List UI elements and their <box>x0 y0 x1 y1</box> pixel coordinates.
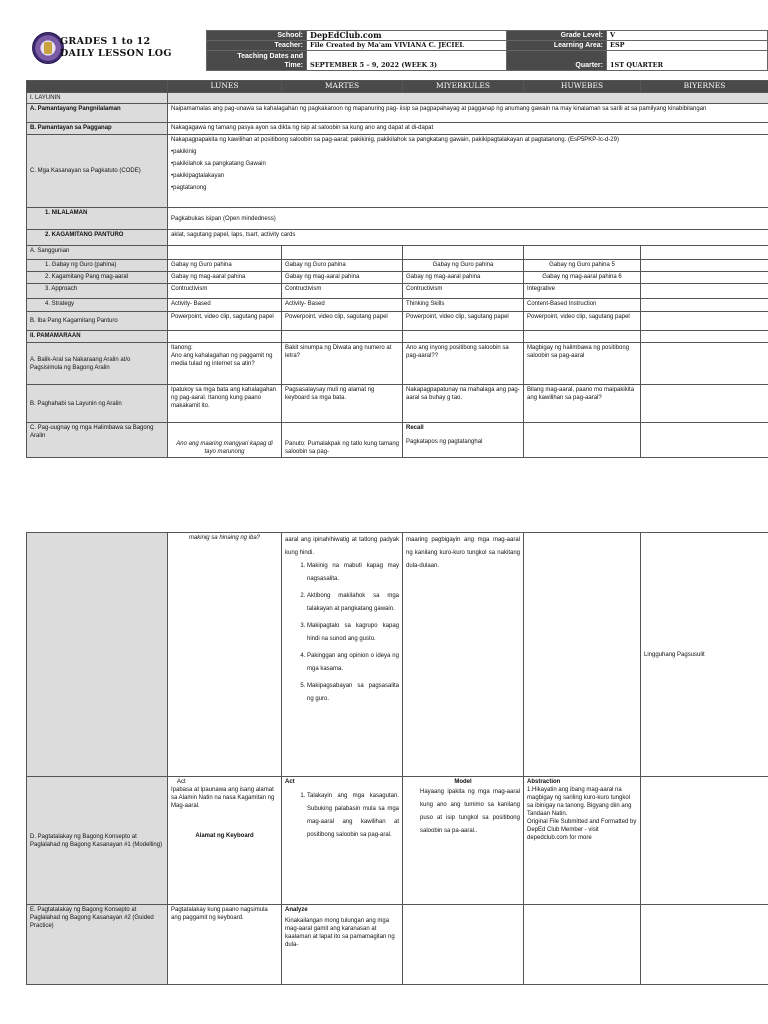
row-label-modelling: D. Pagtatalakay ng Bagong Konsepto at Paglalahad ng Bagong Kasanayan #1 (Modelling) <box>27 777 168 905</box>
cell: Gabay ng Guro pahina <box>168 260 282 272</box>
day-miyerkules: MIYERKULES <box>403 81 524 93</box>
row-label-approach: 3. Approach <box>27 284 168 299</box>
nilalaman-text: Pagkabukas isipan (Open mindedness) <box>168 208 768 230</box>
cell: Thinking Skills <box>403 299 524 312</box>
day-biyernes: BIYERNES <box>641 81 768 93</box>
bullet-item: •pakikipagtalakayan <box>171 173 225 179</box>
row-label-strategy: 4. Strategy <box>27 299 168 312</box>
cell: Gabay ng mag-aaral pahina 6 <box>524 272 641 284</box>
cell: Gabay ng Guro pahina <box>403 260 524 272</box>
header-info-grid <box>206 30 768 71</box>
credit-text: Original File Submitted and Formatted by DepEd Club Member - visit depedclub.com for more <box>527 819 637 841</box>
row-label-paghahabi: B. Paghahabi sa Layunin ng Aralin <box>27 385 168 423</box>
kagamitang-panturo-text: aklat, sagutang papel, laps, tsart, activity cards <box>168 230 768 246</box>
day-huwebes: HUWEBES <box>524 81 641 93</box>
cell: Activity- Based <box>168 299 282 312</box>
grade-value: V <box>607 31 768 41</box>
bullet-item: •pakikinig <box>171 149 197 155</box>
cell <box>282 331 403 343</box>
analyze-text: Kinakailangan mong tulungan ang mga mag-aaral gamit ang karanasan at kaalaman at lapat ito sa pamamagitan ng dula- <box>285 918 395 948</box>
row-label-balik-aral: A. Balik-Aral sa Nakaraang Aralin at/o Pagsisimula ng Bagong Aralin <box>27 343 168 385</box>
row-label-pag-uugnay-cont <box>27 533 168 777</box>
area-value: ESP <box>607 41 768 51</box>
row-label-gabay-guro: 1. Gabay ng Guro (pahina) <box>27 260 168 272</box>
lesson-log-page-2 <box>0 530 768 1024</box>
cell: Activity- Based <box>282 299 403 312</box>
row-label-sanggunian: A. Sanggunian <box>27 246 168 260</box>
cell <box>641 777 768 905</box>
cell: Contructivism <box>403 284 524 299</box>
cell: Ano ang maaring mangyari kapag di tayo marunong <box>168 423 282 458</box>
cell <box>641 423 768 458</box>
cell: Gabay ng Guro pahina <box>282 260 403 272</box>
school-label: School: <box>207 31 307 41</box>
cell: Ipatukoy sa mga bata ang kahalagahan ng pag-aaral. Itanong kung paano makakamit ito. <box>168 385 282 423</box>
cell <box>403 423 524 458</box>
cell <box>641 284 768 299</box>
row-label-kagamitang-panturo: 2. KAGAMITANG PANTURO <box>27 230 168 246</box>
cell: Pagsasalaysay muli ng alamat ng keyboard sa mga bata. <box>282 385 403 423</box>
row-label-nilalaman: 1. NILALAMAN <box>27 208 168 230</box>
alamat-title: Alamat ng Keyboard <box>195 833 254 839</box>
teacher-label: Teacher: <box>207 41 307 51</box>
cell: Powerpoint, video clip, sagutang papel <box>282 312 403 331</box>
quarter-value: 1ST QUARTER <box>607 51 768 71</box>
bullet-item: •pagtatanong <box>171 185 207 191</box>
list-item: 1. Makinig na mabuti kapag may nagsasalita. <box>307 560 399 586</box>
section-layunin: I. LAYUNIN <box>27 93 168 104</box>
cell: Powerpoint, video clip, sagutang papel <box>403 312 524 331</box>
cell <box>641 331 768 343</box>
brand-line-2: DAILY LESSON LOG <box>60 48 172 59</box>
cell: Itanong: Ano ang kahalagahan ng paggamit ng media tulad ng internet sa atin? <box>168 343 282 385</box>
cell: Gabay ng mag-aaral pahina <box>403 272 524 284</box>
cell: Gabay ng mag-aaral pahina <box>168 272 282 284</box>
row-label-guided-practice: E. Pagtatalakay ng Bagong Konsepto at Paglalahad ng Bagong Kasanayan #2 (Guided Practice) <box>27 905 168 985</box>
recall-text: Pagkatapos ng pagtatanghal <box>406 439 483 445</box>
bullet-item: •pakikilahok sa pangkatang Gawain <box>171 161 266 167</box>
cell <box>641 260 768 272</box>
act-text: Ipabasa at ipaunawa ang isang alamat sa Alamin Natin na nasa Kagamitan ng Mag-aaral. <box>171 787 275 809</box>
cell <box>282 905 403 985</box>
cell <box>403 246 524 260</box>
cell: Magbigay ng halimbawa ng positibong saloobin sa pag-aaral <box>524 343 641 385</box>
cell: Contructivism <box>168 284 282 299</box>
cell: Integrative <box>524 284 641 299</box>
cell <box>282 246 403 260</box>
model-title: Model <box>454 779 472 785</box>
cell: Powerpoint, video clip, sagutang papel <box>168 312 282 331</box>
list-item: 3. Makipagtalo sa kagrupo kapag hindi na sunod ang gusto. <box>307 620 399 646</box>
lingguhang-pagsusulit-cell: Lingguhang Pagsusulit <box>641 533 768 777</box>
martes-d-list <box>307 790 399 842</box>
section-pamamaraan: II. PAMAMARAAN <box>27 331 168 343</box>
cell <box>641 343 768 385</box>
cell: Bakit sinumpa ng Diwata ang numero at letra? <box>282 343 403 385</box>
kasanayan-text: Nakapagpapakita ng kawilihan at positibong saloobin sa pag-aaral; pakikinig, pakikilahok sa pangkatang gawain, pakikipagtalakayan at pagtatanong. (EsP5PKP-Ic-d-29) <box>171 137 619 143</box>
cell: Gabay ng mag-aaral pahina <box>282 272 403 284</box>
cell <box>641 905 768 985</box>
cell: Panuto: Pumalakpak ng tatlo kung tamang saloobin sa pag- <box>282 423 403 458</box>
cell <box>168 246 282 260</box>
pamantayan-pagganap-text: Nakagagawa ng tamang pasya ayon sa dikta ng isip at saloobin sa kung ano ang dapat at di-dapat <box>168 123 768 135</box>
cell <box>524 533 641 777</box>
act-title: Act <box>285 779 295 785</box>
cell <box>641 246 768 260</box>
kasanayan-cell <box>168 135 768 208</box>
lesson-log-page-1 <box>0 0 768 480</box>
dates-label-line-1: Teaching Dates and <box>237 52 303 60</box>
dates-label <box>207 51 307 71</box>
row-label-pag-uugnay: C. Pag-uugnay ng mga Halimbawa sa Bagong Aralin <box>27 423 168 458</box>
cell: Nakapagpapatunay na mahalaga ang pag-aaral sa buhay g tao. <box>403 385 524 423</box>
act-title: Act <box>177 779 186 785</box>
abstraction-text: 1.Hikayatin ang ibang mag-aaral na magbigay ng sariling kuro-kuro tungkol sa ibinigay na tanong. Bigyang diin ang Tandaan Natin. <box>527 787 632 817</box>
cell: makinig sa hinaing ng iba? <box>168 533 282 777</box>
cell <box>641 312 768 331</box>
cell: Content-Based Instruction <box>524 299 641 312</box>
section-layunin-fill <box>168 93 768 104</box>
row-label-kasanayan <box>27 135 168 208</box>
cell <box>403 331 524 343</box>
cell <box>641 272 768 284</box>
row-label-pamantayang-pangnilalaman: A. Pamantayang Pangnilalaman <box>27 104 168 123</box>
cell: Contructivism <box>282 284 403 299</box>
row-label-pamantayan-pagganap: B. Pamantayan sa Pagganap <box>27 123 168 135</box>
school-value: DepEdClub.com <box>307 31 507 41</box>
lesson-table-page-2 <box>26 532 768 985</box>
cell <box>168 331 282 343</box>
area-label: Learning Area: <box>507 41 607 51</box>
recall-title: Recall <box>406 425 424 431</box>
grade-label: Grade Level: <box>507 31 607 41</box>
cell <box>524 246 641 260</box>
cell <box>641 385 768 423</box>
list-item: 1. Talakayin ang mga kasagutan. Subuking palabasin mula sa mga mag-aaral ang kawilihan at positibong saloobin sa pag-aral. <box>307 790 399 842</box>
corner-cell <box>27 81 168 93</box>
cell <box>524 423 641 458</box>
cell <box>403 777 524 905</box>
cell <box>403 905 524 985</box>
pamantayang-pangnilalaman-text: Naipamamalas ang pag-unawa sa kahalagahan ng pagkakaroon ng mapanuring pag- iisip sa pagpapahayag at pagganap ng anumang gawain na may kinalaman sa sarili at sa pamilyang kinabibilangan <box>168 104 768 123</box>
dll-header <box>26 30 768 72</box>
martes-statement-list <box>307 560 399 706</box>
row-label-iba-pang-kagamitan: B. Iba Pang Kagamitang Panturo <box>27 312 168 331</box>
quarter-label: Quarter: <box>507 51 607 71</box>
abstraction-title: Abstraction <box>527 779 561 785</box>
day-lunes: LUNES <box>168 81 282 93</box>
cell: Gabay ng Guro pahina 5 <box>524 260 641 272</box>
teacher-value: File Created by Ma'am VIVIANA C. JECIEL <box>307 41 507 51</box>
list-item: 2. Aktibong makilahok sa mga talakayan at pangkatang gawain. <box>307 590 399 616</box>
list-item: 5. Makipagsabayan sa pagsasalita ng guro. <box>307 680 399 706</box>
cell <box>524 331 641 343</box>
cell: Bilang mag-aaral, paano mo maipakikita ang kawilihan sa pag-aaral? <box>524 385 641 423</box>
dates-label-line-2: Time: <box>284 61 303 69</box>
cell <box>282 777 403 905</box>
cell: Ano ang inyong positibong saloobin sa pag-aaral?? <box>403 343 524 385</box>
cell <box>282 533 403 777</box>
cell <box>524 905 641 985</box>
brand-title <box>60 36 172 60</box>
kasanayan-label-text: C. Mga Kasanayan sa Pagkatuto (CODE) <box>30 168 141 174</box>
row-label-kagamitang-mag-aaral: 2. Kagamitang Pang mag-aaral <box>27 272 168 284</box>
kasanayan-bullets <box>171 148 765 192</box>
cell: Pagtatalakay kung paano nagsimula ang paggamit ng keyboard. <box>168 905 282 985</box>
cell <box>168 777 282 905</box>
model-text: Hayaang ipakita ng mga mag-aaral kung ano ang tumimo sa kanilang puso at isip tungkol sa positibong saloobin sa pa-aaral.. <box>420 789 520 834</box>
cell: Powerpoint, video clip, sagutang papel <box>524 312 641 331</box>
cell <box>641 299 768 312</box>
analyze-title: Analyze <box>285 907 308 913</box>
lesson-table-page-1 <box>26 80 768 458</box>
cell: maaring pagbigayin ang mga mag-aaral ng kanilang kuro-kuro tungkol sa nakitang dula-dulaan. <box>403 533 524 777</box>
brand-line-1: GRADES 1 to 12 <box>60 36 151 47</box>
dates-value: SEPTEMBER 5 – 9, 2022 (WEEK 3) <box>307 51 507 71</box>
day-martes: MARTES <box>282 81 403 93</box>
martes-instructions: aaral ang ipinahihiwatig at tatlong padyak kung hindi. <box>285 537 399 556</box>
cell <box>524 777 641 905</box>
list-item: 4. Pakinggan ang opinion o ideya ng mga kasama. <box>307 650 399 676</box>
